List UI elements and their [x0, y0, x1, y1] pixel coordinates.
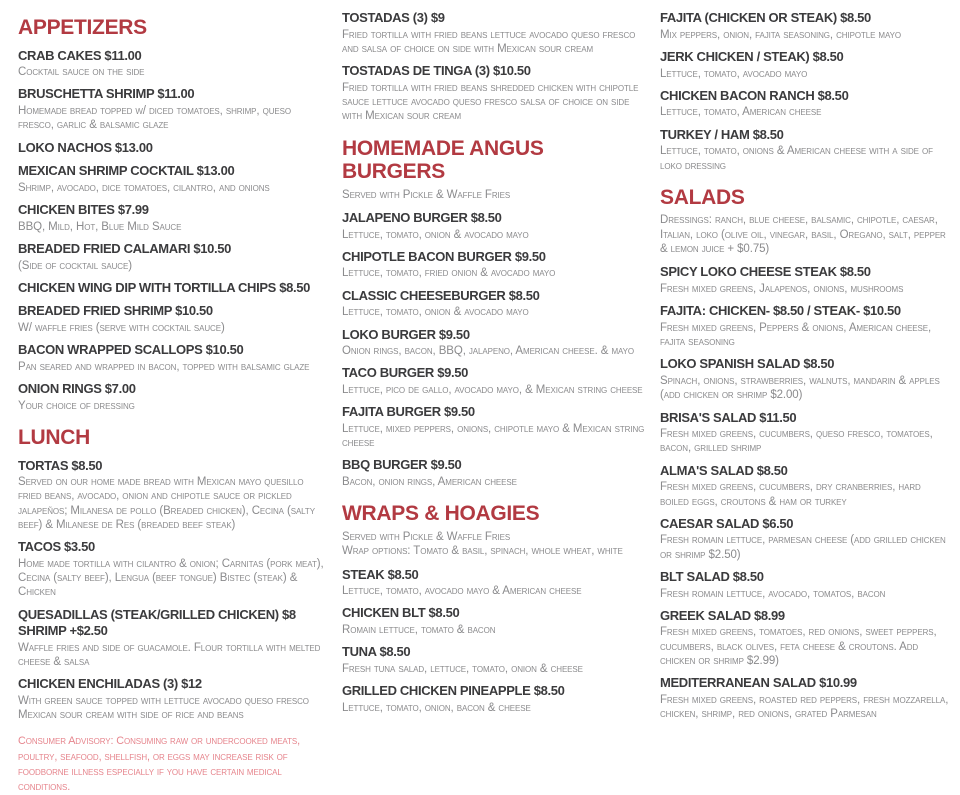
menu-item-name: TORTAS $8.50 [18, 457, 103, 473]
menu-item-name: JERK CHICKEN / STEAK) $8.50 [660, 48, 844, 64]
menu-item [660, 410, 950, 456]
menu-item-desc: Lettuce, tomato, onion, bacon & cheese [342, 701, 531, 714]
menu-item-desc: Fried tortilla with fried beans lettuce avocado queso fresco and salsa of choice on side with Mexican sour cream [342, 28, 636, 55]
menu-item-name: GREEK SALAD $8.99 [660, 607, 785, 623]
menu-item-desc: Fresh mixed greens, Peppers & onions, American cheese, fajita seasoning [660, 321, 932, 349]
menu-item-name: TOSTADAS (3) $9 [342, 10, 445, 25]
menu-item-name: BREADED FRIED SHRIMP $10.50 [18, 303, 213, 319]
menu-item-desc: Lettuce, tomato, avocado mayo [660, 67, 808, 80]
menu-item [342, 644, 647, 676]
menu-item-name: CHIPOTLE BACON BURGER $9.50 [342, 248, 546, 264]
menu-item-name: BLT SALAD $8.50 [660, 568, 764, 584]
menu-section-header [18, 16, 329, 40]
menu-item [18, 202, 329, 234]
menu-item-name: JALAPENO BURGER $8.50 [342, 209, 502, 225]
menu-item-desc: Shrimp, avocado, dice tomatoes, cilantro, and onions [18, 181, 270, 194]
menu-column-center [342, 10, 660, 741]
menu-item-name: TOSTADAS DE TINGA (3) $10.50 [342, 63, 531, 79]
menu-item-name: MEXICAN SHRIMP COCKTAIL $13.00 [18, 163, 235, 179]
menu-item [660, 675, 950, 721]
menu-item-desc: Fresh mixed greens, Jalapenos, onions, mushrooms [660, 283, 904, 296]
consumer-advisory: Consumer Advisory: Consuming raw or undercooked meats, poultry, seafood, shellfish, or eggs may increase risk of foodborne illness especially if you have certain medical conditions. [18, 735, 301, 793]
menu-section-header [18, 426, 329, 450]
menu-item [18, 303, 329, 335]
menu-item-name: CHICKEN ENCHILADAS (3) $12 [18, 676, 202, 692]
menu-item [660, 10, 950, 42]
menu-item [18, 86, 329, 132]
menu-item-desc: Lettuce, tomato, onion & avocado mayo [342, 306, 529, 319]
section-title: HOMEMADE ANGUS BURGERS [342, 136, 544, 184]
menu-item-desc: BBQ, Mild, Hot, Blue Mild Sauce [18, 220, 182, 233]
menu-item-name: CHICKEN BLT $8.50 [342, 605, 460, 621]
menu-item-desc: Home made tortilla with cilantro & onion; Carnitas (pork meat), Cecina (salty beef), Lengua (beef tongue) Bistec (steak) & Chicken [18, 557, 324, 599]
menu-item [342, 605, 647, 637]
menu-item-desc: Homemade bread topped w/ diced tomatoes, shrimp, queso fresco, garlic & balsamic glaze [18, 105, 291, 132]
menu-item-name: TUNA $8.50 [342, 644, 411, 660]
menu-item [660, 49, 950, 81]
menu-item [660, 463, 950, 509]
menu-item-name: CAESAR SALAD $6.50 [660, 515, 794, 531]
menu-item [18, 241, 329, 273]
menu-section-header [342, 502, 647, 558]
menu-item-desc: Lettuce, tomato, American cheese [660, 106, 822, 119]
menu-item [342, 365, 647, 397]
menu-item [18, 458, 329, 533]
section-subtitle: Served with Pickle & Waffle Fries [342, 530, 511, 543]
section-title: WRAPS & HOAGIES [342, 502, 540, 526]
section-subtitle: Served with Pickle & Waffle Fries [342, 188, 511, 201]
menu-item [660, 303, 950, 349]
menu-item-name: ONION RINGS $7.00 [18, 381, 136, 397]
menu-item-name: LOKO SPANISH SALAD $8.50 [660, 356, 835, 372]
menu-item [342, 249, 647, 281]
menu-item-desc: Fresh tuna salad, lettuce, tomato, onion & cheese [342, 662, 583, 675]
menu-item-desc: Fresh mixed greens, cucumbers, queso fresco, tomatoes, bacon, grilled shrimp [660, 428, 933, 455]
menu-item [342, 210, 647, 242]
menu-column-right [660, 10, 954, 741]
menu-item [342, 457, 647, 489]
menu-item [660, 264, 950, 296]
menu-item-name: LOKO NACHOS $13.00 [18, 139, 153, 155]
menu-item [660, 608, 950, 668]
menu-item-name: CLASSIC CHEESEBURGER $8.50 [342, 287, 540, 303]
section-title: APPETIZERS [18, 16, 147, 39]
menu-item [342, 327, 647, 359]
menu-item-name: BRUSCHETTA SHRIMP $11.00 [18, 86, 195, 102]
menu-item-desc: Waffle fries and side of guacamole. Flour tortilla with melted cheese & salsa [18, 641, 321, 669]
menu-item-name: LOKO BURGER $9.50 [342, 326, 470, 342]
menu-item [18, 676, 329, 722]
menu-item-desc: Fried tortilla with fried beans shredded chicken with chipotle sauce lettuce avocado queso fresco salsa of choice on side with Mexican sour cream [342, 81, 639, 123]
menu-item [660, 127, 950, 173]
menu-section-header [660, 186, 950, 257]
menu-column-left [18, 10, 342, 793]
menu-item-name: BREADED FRIED CALAMARI $10.50 [18, 240, 232, 256]
menu-item-desc: Lettuce, tomato, onion & avocado mayo [342, 228, 529, 241]
menu-item-desc: Romain lettuce, tomato & bacon [342, 624, 496, 637]
menu-item [18, 539, 329, 599]
menu-item [342, 567, 647, 599]
menu-item-desc: Spinach, onions, strawberries, walnuts, mandarin & apples (add chicken or shrimp $2.00) [660, 375, 940, 402]
menu-item-name: TURKEY / HAM $8.50 [660, 126, 784, 142]
menu-item-desc: Fresh mixed greens, roasted red peppers, fresh mozzarella, chicken, shrimp, red onions, grated Parmesan [660, 693, 949, 721]
menu-item-name: CHICKEN BITES $7.99 [18, 202, 149, 218]
menu-item [18, 342, 329, 374]
menu-item-desc: Fresh mixed greens, tomatoes, red onions, sweet peppers, cucumbers, black olives, feta cheese & croutons. Add chicken or shrimp $2.99) [660, 626, 937, 667]
menu-item-desc: Lettuce, tomato, avocado mayo & American cheese [342, 585, 582, 598]
menu-item [660, 356, 950, 402]
menu-item [18, 280, 329, 297]
menu-item-desc: Onion rings, bacon, BBQ, jalapeno, American cheese. & mayo [342, 345, 635, 358]
menu-item [18, 607, 329, 670]
menu-item-desc: Fresh romain lettuce, parmesan cheese (add grilled chicken or shrimp $2.50) [660, 534, 946, 561]
menu-item-desc: Lettuce, tomato, onions & American cheese with a side of loko dressing [660, 145, 933, 172]
menu-item-name: CHICKEN WING DIP WITH TORTILLA CHIPS $8.50 [18, 279, 311, 295]
menu-item-desc: Cocktail sauce on the side [18, 66, 145, 79]
menu-item-desc: Lettuce, pico de gallo, avocado mayo, & Mexican string cheese [342, 384, 643, 397]
menu-item [18, 48, 329, 80]
menu-item-name: BACON WRAPPED SCALLOPS $10.50 [18, 342, 244, 358]
menu-item [342, 683, 647, 715]
menu-item-desc: Mix peppers, onion, fajita seasoning, chipotle mayo [660, 28, 901, 41]
menu-item-name: ALMA'S SALAD $8.50 [660, 462, 788, 478]
menu-item [660, 569, 950, 601]
menu-item-desc: Bacon, onion rings, American cheese [342, 476, 517, 489]
menu-item-name: MEDITERRANEAN SALAD $10.99 [660, 675, 857, 691]
menu-item-name: FAJITA BURGER $9.50 [342, 404, 475, 420]
menu-item-desc: Lettuce, mixed peppers, onions, chipotle mayo & Mexican string cheese [342, 422, 645, 450]
menu-item-name: TACOS $3.50 [18, 539, 95, 555]
menu-item-desc: Fresh romain lettuce, avocado, tomatos, bacon [660, 587, 886, 600]
menu-item-name: SPICY LOKO CHEESE STEAK $8.50 [660, 264, 871, 280]
menu-item-desc: With green sauce topped with lettuce avocado queso fresco Mexican sour cream with side of rice and beans [18, 694, 309, 722]
menu-item-name: QUESADILLAS (STEAK/GRILLED CHICKEN) $8 SHRIMP +$2.50 [18, 606, 296, 639]
menu-item [18, 163, 329, 195]
section-subtitle: Dressings: ranch, blue cheese, balsamic, chipotle, caesar, Italian, loko (olive oil, vinegar, basil, Oregano, salt, pepper & lemon juice + $0.75) [660, 214, 946, 256]
menu-item-desc: Pan seared and wrapped in bacon, topped with balsamic glaze [18, 360, 310, 373]
menu-section-header [342, 137, 647, 202]
menu-item [342, 10, 647, 56]
menu-item-desc: (Side of cocktail sauce) [18, 259, 132, 272]
menu-item-name: BRISA'S SALAD $11.50 [660, 409, 797, 425]
menu-item-name: GRILLED CHICKEN PINEAPPLE $8.50 [342, 683, 565, 699]
menu-item-desc: Served on our home made bread with Mexican mayo quesillo fried beans, avocado, onion and chipotle sauce or pickled jalapeños; Milanesa de pollo (Breaded chicken), Cecina (salty beef) & Milanese de Res (breaded beef steak) [18, 476, 315, 531]
menu-item [660, 516, 950, 562]
menu-item-name: BBQ BURGER $9.50 [342, 457, 462, 473]
menu-item [660, 88, 950, 120]
menu-item [18, 140, 329, 157]
menu-item-desc: W/ waffle fries (serve with cocktail sauce) [18, 322, 225, 335]
menu-item-name: FAJITA: CHICKEN- $8.50 / STEAK- $10.50 [660, 303, 901, 319]
menu-item-name: TACO BURGER $9.50 [342, 365, 469, 381]
menu-item [342, 404, 647, 450]
menu-item-name: STEAK $8.50 [342, 566, 419, 582]
menu-item [342, 288, 647, 320]
menu-item-desc: Your choice of dressing [18, 399, 135, 412]
section-title: SALADS [660, 185, 745, 209]
menu-item-name: FAJITA (CHICKEN OR STEAK) $8.50 [660, 10, 871, 25]
menu-item [342, 63, 647, 123]
section-title: LUNCH [18, 426, 90, 450]
menu-item-desc: Fresh mixed greens, cucumbers, dry cranberries, hard boiled eggs, croutons & ham or turkey [660, 481, 921, 508]
menu-item [18, 381, 329, 413]
menu-item-name: CRAB CAKES $11.00 [18, 47, 142, 63]
menu-item-desc: Lettuce, tomato, fried onion & avocado mayo [342, 267, 556, 280]
section-subtitle: Wrap options: Tomato & basil, spinach, whole wheat, white [342, 545, 623, 558]
menu-item-name: CHICKEN BACON RANCH $8.50 [660, 87, 849, 103]
